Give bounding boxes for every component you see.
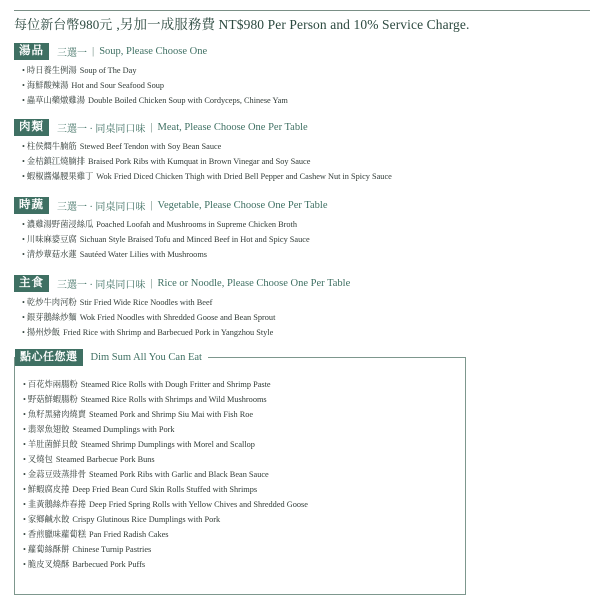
menu-header (14, 10, 590, 35)
section-vegetable (14, 196, 484, 262)
list-item: • 家鄉鹹水餃 Crispy Glutinous Rice Dumplings with Pork (23, 515, 221, 524)
section-header: 時蔬 三選一 · 同桌同口味 | Vegetable, Please Choose One Per Table (14, 196, 484, 214)
section-header: 湯品 三選一 | Soup, Please Choose One (14, 42, 484, 60)
list-item: • 蝦椒醬爆腰果雞丁 Wok Fried Diced Chicken Thigh with Dried Bell Pepper and Cashew Nut in Spicy Sauce (22, 172, 392, 181)
section-tag: 湯品 (14, 43, 49, 60)
choose-zh: 三選一 (57, 47, 87, 59)
list-item: • 脆皮叉燒酥 Barbecued Pork Puffs (23, 560, 146, 569)
list-item: • 羊肚菌鮮貝餃 Steamed Shrimp Dumplings with Morel and Scallop (23, 440, 255, 449)
list-item: • 百花炸兩腸粉 Steamed Rice Rolls with Dough Fritter and Shrimp Paste (23, 380, 271, 389)
choose-en: Soup, Please Choose One (99, 45, 208, 57)
list-item: • 銀芽鵝絲炒麵 Wok Fried Noodles with Shredded Goose and Bean Sprout (22, 313, 276, 322)
list-item: • 鮮蝦腐皮捲 Deep Fried Bean Curd Skin Rolls Stuffed with Shrimps (23, 485, 258, 494)
list-item: • 蟲草山藥燉雞湯 Double Boiled Chicken Soup with Cordyceps, Chinese Yam (22, 96, 288, 105)
item-list (14, 295, 484, 340)
dimsum-section (14, 351, 466, 595)
section-rice-noodle (14, 274, 484, 340)
list-item: • 叉燒包 Steamed Barbecue Pork Buns (23, 455, 155, 464)
section-tag: 時蔬 (14, 197, 49, 214)
section-tag: 點心任您選 (15, 349, 83, 366)
list-item: • 濃雞湯野菌浸絲瓜 Poached Loofah and Mushrooms in Supreme Chicken Broth (22, 220, 298, 229)
list-item: • 魚籽黑豬肉燒賣 Steamed Pork and Shrimp Siu Mai with Fish Roe (23, 410, 254, 419)
item-list (14, 139, 484, 184)
choose-en: Vegetable, Please Choose One Per Table (157, 199, 328, 211)
item-list (15, 377, 308, 572)
list-item: • 翡翠魚翅餃 Steamed Dumplings with Pork (23, 425, 175, 434)
list-item: • 清炒蕈菇水蓮 Sautéed Water Lilies with Mushrooms (22, 250, 208, 259)
section-tag: 肉類 (14, 119, 49, 136)
list-item: • 香煎臘味蘿蔔糕 Pan Fried Radish Cakes (23, 530, 169, 539)
choose-en: Meat, Please Choose One Per Table (157, 121, 308, 133)
list-item: • 海鮮酸辣湯 Hot and Sour Seafood Soup (22, 81, 165, 90)
list-item: • 時日養生例湯 Soup of The Day (22, 66, 137, 75)
choose-zh: 三選一 · 同桌同口味 (57, 201, 146, 213)
choose-en: Rice or Noodle, Please Choose One Per Table (157, 277, 351, 289)
section-header: 主食 三選一 · 同桌同口味 | Rice or Noodle, Please Choose One Per Table (14, 274, 484, 292)
choose-zh: 三選一 · 同桌同口味 (57, 123, 146, 135)
section-soup (14, 42, 484, 108)
section-tag: 主食 (14, 275, 49, 292)
list-item: • 金桔鎮江燒腩排 Braised Pork Ribs with Kumquat in Brown Vinegar and Soy Sauce (22, 157, 311, 166)
list-item: • 乾炒牛肉河粉 Stir Fried Wide Rice Noodles with Beef (22, 298, 213, 307)
choose-zh: 三選一 · 同桌同口味 (57, 279, 146, 291)
section-header (15, 349, 208, 366)
section-meat (14, 118, 484, 184)
list-item: • 揚州炒飯 Fried Rice with Shrimp and Barbecued Pork in Yangzhou Style (22, 328, 274, 337)
list-item: • 川味麻婆豆腐 Sichuan Style Braised Tofu and Minced Beef in Hot and Spicy Sauce (22, 235, 310, 244)
item-list (14, 63, 484, 108)
item-list (14, 217, 484, 262)
dimsum-title: Dim Sum All You Can Eat (90, 352, 202, 363)
list-item: • 韭黃鵝絲炸春捲 Deep Fried Spring Rolls with Yellow Chives and Shredded Goose (23, 500, 308, 509)
list-item: • 柱侯燜牛腩筋 Stewed Beef Tendon with Soy Bean Sauce (22, 142, 222, 151)
price-rest: ,另加一成服務費 NT$980 Per Person and 10% Service Charge. (116, 17, 470, 32)
list-item: • 蘿蔔絲酥餅 Chinese Turnip Pastries (23, 545, 152, 554)
section-header: 肉類 三選一 · 同桌同口味 | Meat, Please Choose One Per Table (14, 118, 484, 136)
list-item: • 野菇鮮蝦腸粉 Steamed Rice Rolls with Shrimps and Wild Mushrooms (23, 395, 267, 404)
price-lead: 每位新台幣980元 (14, 16, 113, 32)
list-item: • 金蒜豆豉蒸排骨 Steamed Pork Ribs with Garlic and Black Bean Sauce (23, 470, 269, 479)
